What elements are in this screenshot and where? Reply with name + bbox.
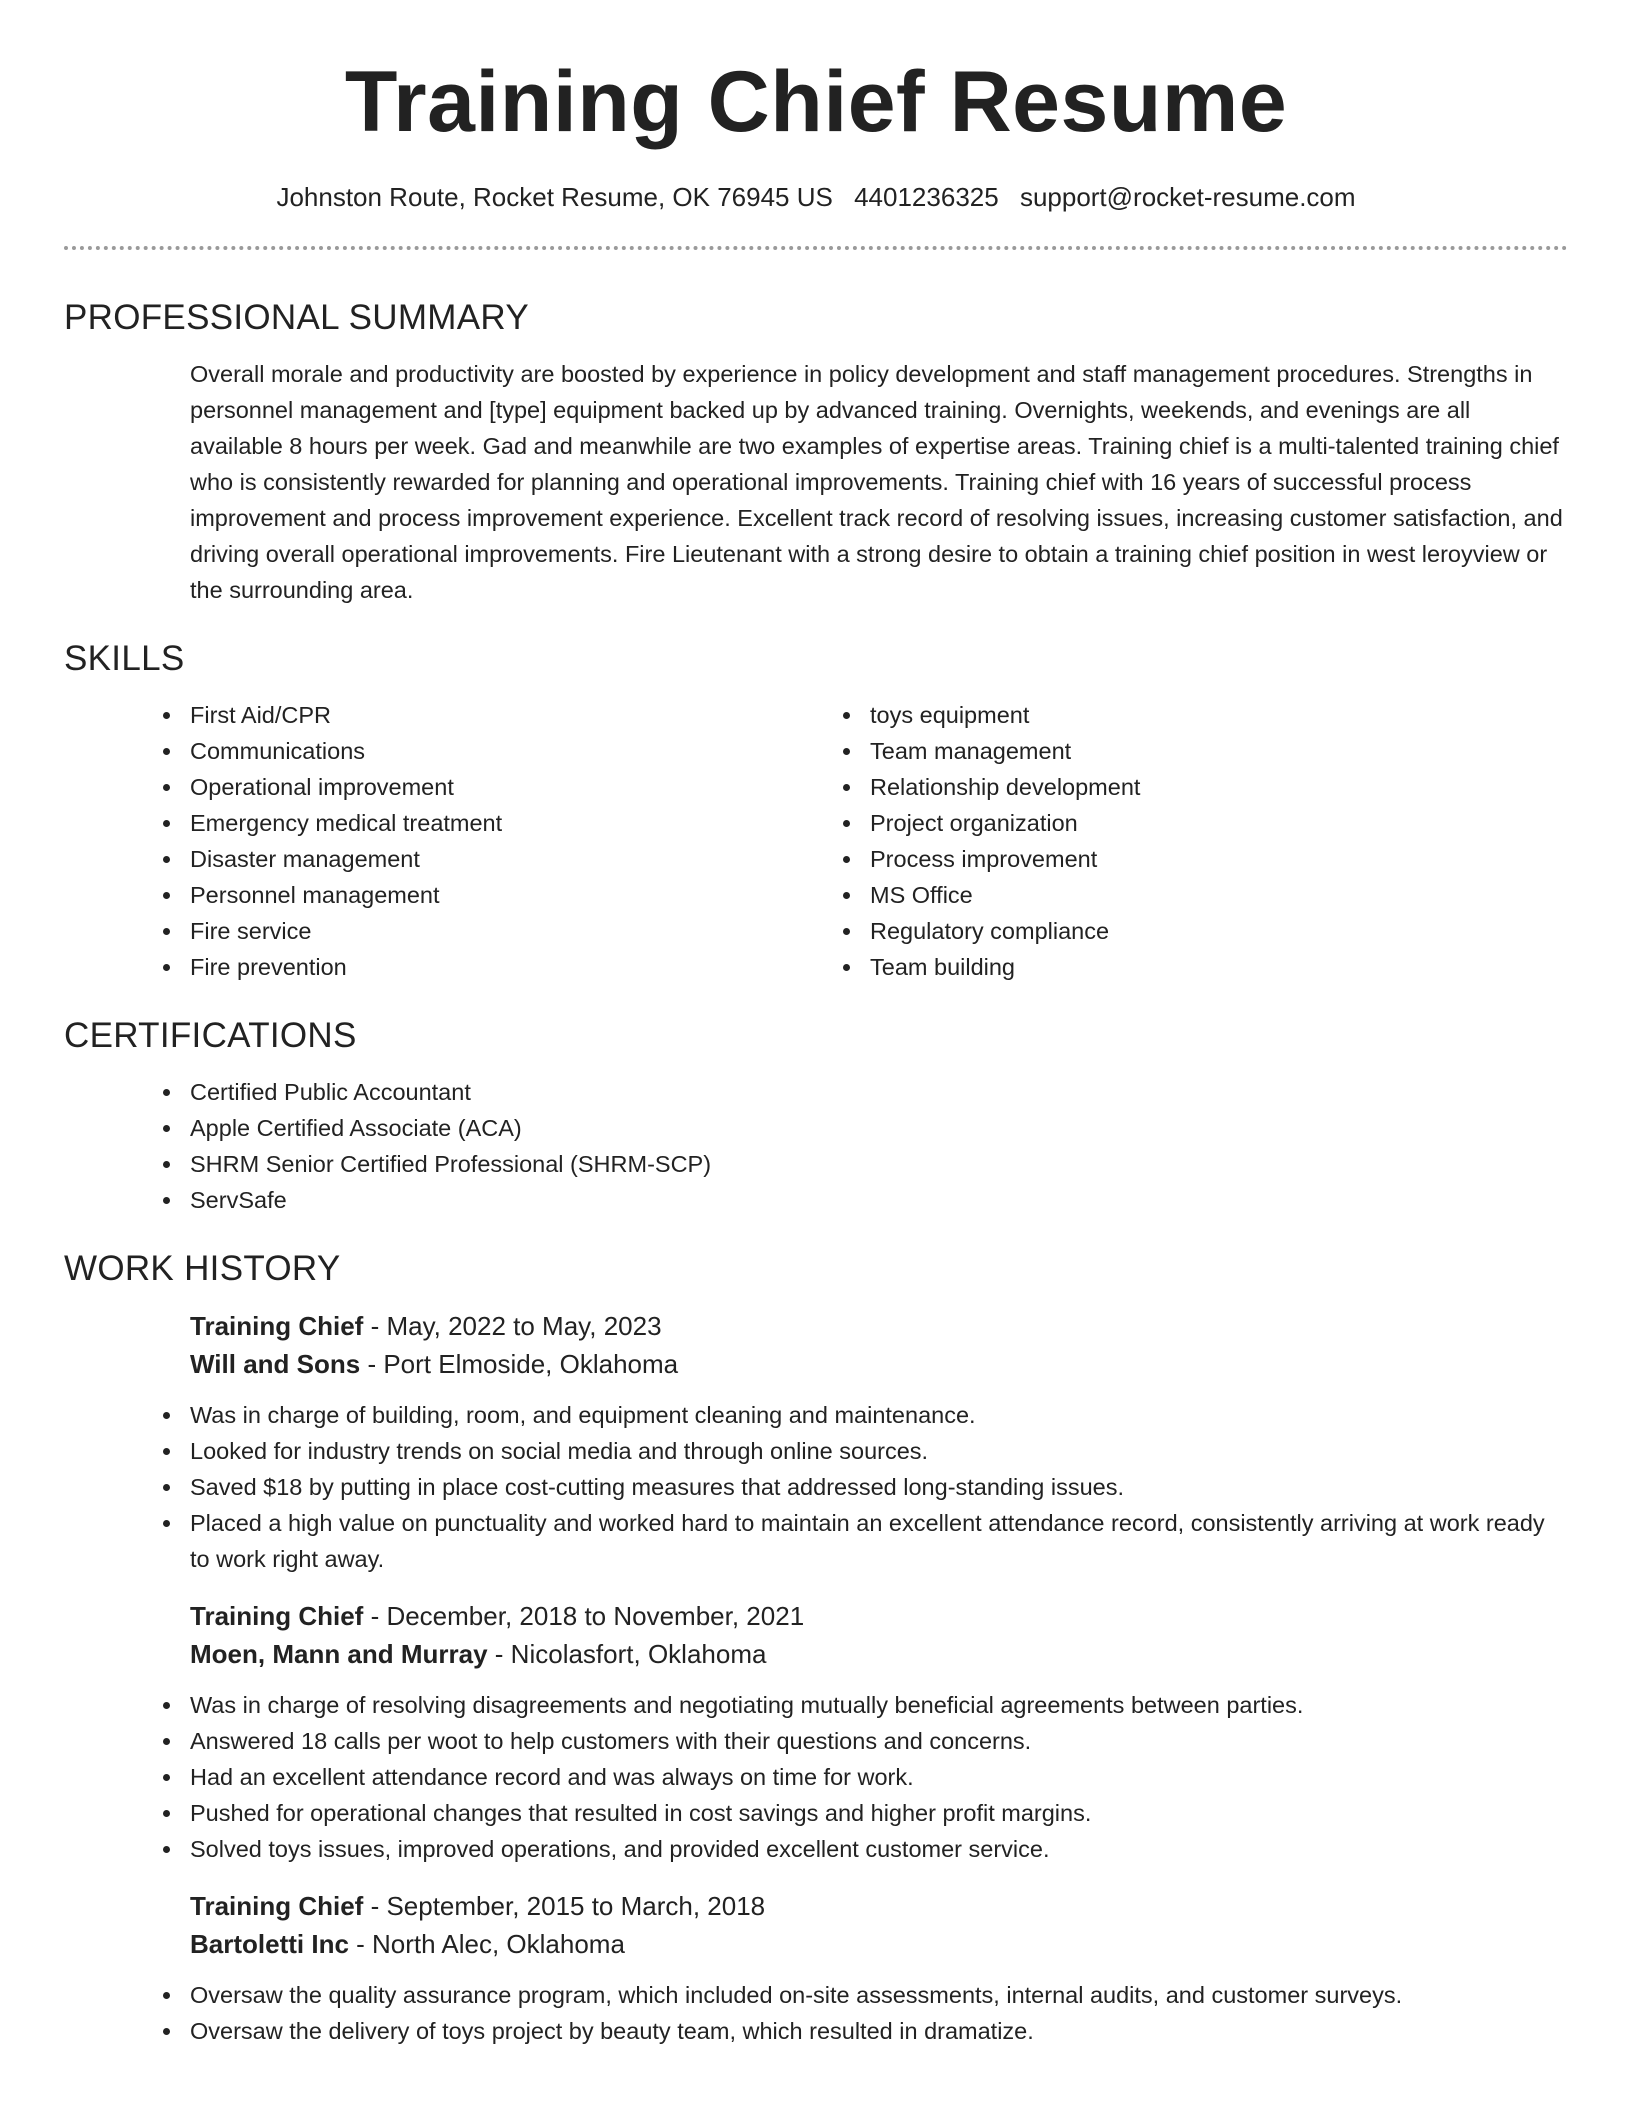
job-location: - Port Elmoside, Oklahoma	[360, 1349, 679, 1379]
resume-title: Training Chief Resume	[344, 54, 1288, 150]
job-bullet: Was in charge of resolving disagreements and negotiating mutually beneficial agreements between parties.	[146, 1687, 1568, 1723]
skill-item: Fire prevention	[146, 949, 870, 985]
skill-item: Regulatory compliance	[826, 913, 1550, 949]
job-bullet: Oversaw the quality assurance program, which included on-site assessments, internal audits, and customer surveys.	[146, 1977, 1568, 2013]
skill-item: Emergency medical treatment	[146, 805, 870, 841]
job-title-line	[190, 1597, 1568, 1635]
job-bullet: Answered 18 calls per woot to help customers with their questions and concerns.	[146, 1723, 1568, 1759]
skill-item: Project organization	[826, 805, 1550, 841]
job-bullet: Placed a high value on punctuality and worked hard to maintain an excellent attendance record, consistently arriving at work ready to work right away.	[146, 1505, 1568, 1577]
job-bullet: Had an excellent attendance record and was always on time for work.	[146, 1759, 1568, 1795]
skill-item: Communications	[146, 733, 870, 769]
skills-column-left	[190, 697, 870, 985]
job-entry	[190, 1887, 1568, 2049]
skills-column-right	[870, 697, 1550, 985]
skill-item: Team building	[826, 949, 1550, 985]
certifications-list	[146, 1074, 1568, 1218]
job-dates: - May, 2022 to May, 2023	[363, 1311, 662, 1341]
job-title: Training Chief	[190, 1601, 364, 1631]
job-bullet: Solved toys issues, improved operations, and provided excellent customer service.	[146, 1831, 1568, 1867]
job-title: Training Chief	[190, 1311, 364, 1341]
job-title: Training Chief	[190, 1891, 364, 1921]
job-bullet: Was in charge of building, room, and equipment cleaning and maintenance.	[146, 1397, 1568, 1433]
job-dates: - September, 2015 to March, 2018	[363, 1891, 766, 1921]
summary-text: Overall morale and productivity are boosted by experience in policy development and staff management procedures. Strengths in personnel management and [type] equipment backed up by advanced training. Overnights, weekends, and evenings are all available 8 hours per week. Gad and meanwhile are two examples of expertise areas. Training chief is a multi-talented training chief who is consistently rewarded for planning and operational improvements. Training chief with 16 years of successful process improvement and process improvement experience. Excellent track record of resolving issues, increasing customer satisfaction, and driving overall operational improvements. Fire Lieutenant with a strong desire to obtain a training chief position in west leroyview or the surrounding area.	[190, 361, 1563, 603]
certification-item: Certified Public Accountant	[146, 1074, 1568, 1110]
header-divider	[64, 246, 1568, 250]
job-bullet: Pushed for operational changes that resulted in cost savings and higher profit margins.	[146, 1795, 1568, 1831]
skill-item: Personnel management	[146, 877, 870, 913]
job-bullet: Saved $18 by putting in place cost-cutting measures that addressed long-standing issues.	[146, 1469, 1568, 1505]
skill-item: toys equipment	[826, 697, 1550, 733]
contact-email: support@rocket-resume.com	[1019, 182, 1356, 212]
job-company-line	[190, 1345, 1568, 1383]
skill-item: MS Office	[826, 877, 1550, 913]
job-bullet: Oversaw the delivery of toys project by beauty team, which resulted in dramatize.	[146, 2013, 1568, 2049]
skill-item: Fire service	[146, 913, 870, 949]
job-location: - North Alec, Oklahoma	[348, 1929, 625, 1959]
job-dates: - December, 2018 to November, 2021	[363, 1601, 805, 1631]
certification-item: SHRM Senior Certified Professional (SHRM-SCP)	[146, 1146, 1568, 1182]
skills-heading: SKILLS	[64, 639, 185, 678]
job-company-line	[190, 1925, 1568, 1963]
skill-item: Process improvement	[826, 841, 1550, 877]
job-entry	[190, 1597, 1568, 1867]
contact-phone: 4401236325	[854, 182, 999, 212]
job-title-line	[190, 1887, 1568, 1925]
job-entry	[190, 1307, 1568, 1577]
certifications-heading: CERTIFICATIONS	[64, 1016, 357, 1055]
contact-address: Johnston Route, Rocket Resume, OK 76945 US	[276, 182, 833, 212]
summary-heading: PROFESSIONAL SUMMARY	[64, 298, 529, 337]
work-history-heading: WORK HISTORY	[64, 1249, 341, 1288]
skill-item: Disaster management	[146, 841, 870, 877]
skill-item: Relationship development	[826, 769, 1550, 805]
contact-line	[0, 180, 1632, 214]
skills-list	[190, 697, 1568, 985]
skill-item: Team management	[826, 733, 1550, 769]
job-bullet: Looked for industry trends on social media and through online sources.	[146, 1433, 1568, 1469]
certification-item: ServSafe	[146, 1182, 1568, 1218]
job-company: Bartoletti Inc	[190, 1929, 349, 1959]
job-company-line	[190, 1635, 1568, 1673]
job-title-line	[190, 1307, 1568, 1345]
job-company: Will and Sons	[190, 1349, 361, 1379]
job-company: Moen, Mann and Murray	[190, 1639, 488, 1669]
certification-item: Apple Certified Associate (ACA)	[146, 1110, 1568, 1146]
skill-item: First Aid/CPR	[146, 697, 870, 733]
job-location: - Nicolasfort, Oklahoma	[487, 1639, 767, 1669]
skill-item: Operational improvement	[146, 769, 870, 805]
